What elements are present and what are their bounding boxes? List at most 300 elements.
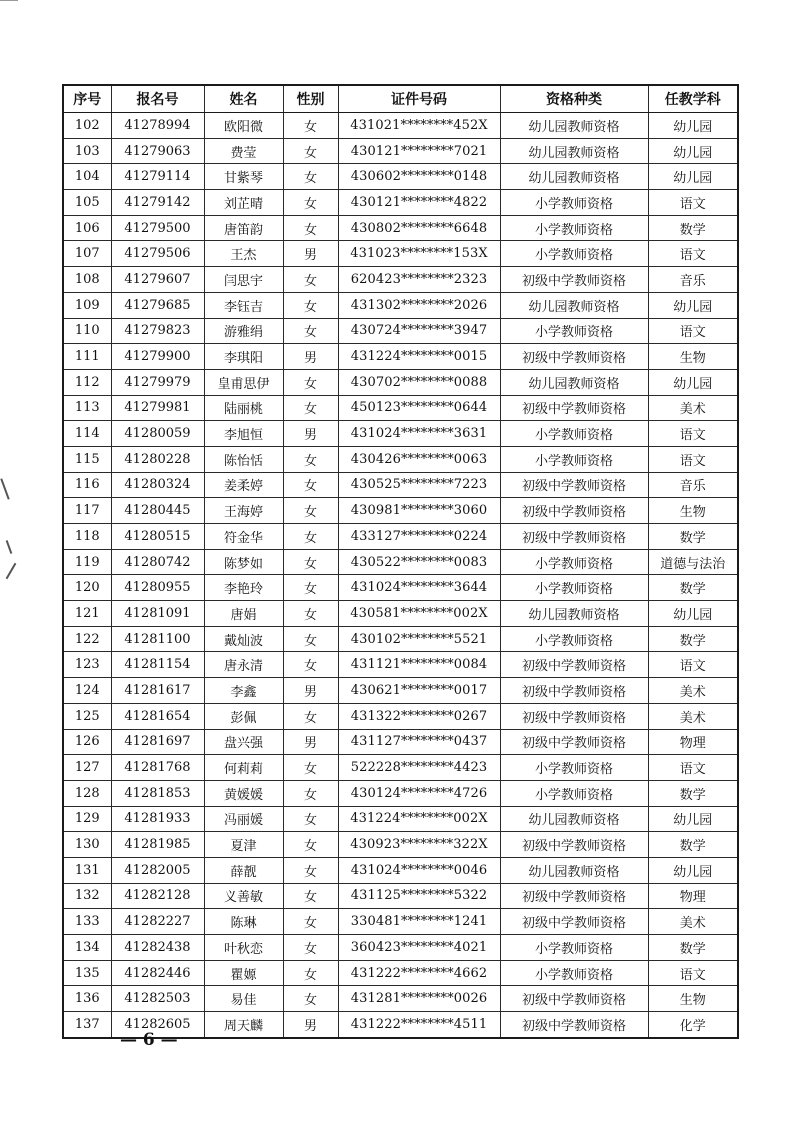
- cell-reg-no: 41279506: [111, 241, 204, 267]
- cell-gender: 女: [283, 369, 338, 395]
- cell-gender: 女: [283, 267, 338, 293]
- cell-reg-no: 41281853: [111, 780, 204, 806]
- cell-reg-no: 41281933: [111, 806, 204, 832]
- cell-id-no: 431024********3631: [338, 421, 500, 447]
- cell-gender: 女: [283, 446, 338, 472]
- cell-seq: 133: [63, 909, 111, 935]
- cell-name: 李鑫: [204, 678, 283, 704]
- cell-name: 薛靓: [204, 857, 283, 883]
- cell-id-no: 430121********7021: [338, 138, 500, 164]
- cell-reg-no: 41280059: [111, 421, 204, 447]
- cell-reg-no: 41280324: [111, 472, 204, 498]
- table-row: [63, 780, 738, 806]
- cell-seq: 110: [63, 318, 111, 344]
- cell-name: 陈怡恬: [204, 446, 283, 472]
- cell-cert-type: 小学教师资格: [500, 549, 648, 575]
- table-row: [63, 935, 738, 961]
- roster-table-container: [62, 84, 737, 1039]
- header-row: [63, 85, 738, 113]
- cell-name: 盘兴强: [204, 729, 283, 755]
- cell-subject: 美术: [648, 703, 738, 729]
- cell-name: 冯丽媛: [204, 806, 283, 832]
- cell-cert-type: 初级中学教师资格: [500, 498, 648, 524]
- cell-name: 姜柔婷: [204, 472, 283, 498]
- cell-cert-type: 初级中学教师资格: [500, 344, 648, 370]
- cell-cert-type: 初级中学教师资格: [500, 395, 648, 421]
- cell-cert-type: 小学教师资格: [500, 190, 648, 216]
- table-row: [63, 190, 738, 216]
- cell-seq: 134: [63, 935, 111, 961]
- roster-table: [62, 84, 739, 1039]
- cell-subject: 幼儿园: [648, 857, 738, 883]
- cell-name: 甘紫琴: [204, 164, 283, 190]
- table-row: [63, 960, 738, 986]
- cell-subject: 幼儿园: [648, 369, 738, 395]
- cell-id-no: 430522********0083: [338, 549, 500, 575]
- cell-seq: 114: [63, 421, 111, 447]
- table-row: [63, 986, 738, 1012]
- cell-subject: 生物: [648, 986, 738, 1012]
- table-row: [63, 524, 738, 550]
- cell-cert-type: 小学教师资格: [500, 215, 648, 241]
- cell-cert-type: 小学教师资格: [500, 446, 648, 472]
- cell-seq: 123: [63, 652, 111, 678]
- cell-gender: 女: [283, 113, 338, 139]
- cell-id-no: 430602********0148: [338, 164, 500, 190]
- cell-cert-type: 小学教师资格: [500, 575, 648, 601]
- cell-gender: 女: [283, 883, 338, 909]
- cell-id-no: 431121********0084: [338, 652, 500, 678]
- cell-gender: 男: [283, 421, 338, 447]
- cell-id-no: 431224********002X: [338, 806, 500, 832]
- table-row: [63, 652, 738, 678]
- cell-seq: 127: [63, 755, 111, 781]
- table-row: [63, 575, 738, 601]
- header-subject: 任教学科: [648, 85, 738, 113]
- cell-id-no: 431021********452X: [338, 113, 500, 139]
- cell-gender: 女: [283, 960, 338, 986]
- cell-seq: 117: [63, 498, 111, 524]
- table-row: [63, 292, 738, 318]
- cell-gender: 男: [283, 241, 338, 267]
- cell-subject: 化学: [648, 1012, 738, 1038]
- cell-reg-no: 41279900: [111, 344, 204, 370]
- cell-gender: 女: [283, 138, 338, 164]
- cell-seq: 103: [63, 138, 111, 164]
- cell-reg-no: 41279114: [111, 164, 204, 190]
- cell-gender: 女: [283, 292, 338, 318]
- cell-seq: 131: [63, 857, 111, 883]
- table-row: [63, 241, 738, 267]
- cell-reg-no: 41280742: [111, 549, 204, 575]
- cell-gender: 女: [283, 395, 338, 421]
- cell-id-no: 430102********5521: [338, 626, 500, 652]
- cell-id-no: 330481********1241: [338, 909, 500, 935]
- table-row: [63, 626, 738, 652]
- scan-margin-mark: [6, 563, 17, 580]
- cell-name: 欧阳微: [204, 113, 283, 139]
- cell-seq: 115: [63, 446, 111, 472]
- cell-subject: 幼儿园: [648, 292, 738, 318]
- cell-subject: 幼儿园: [648, 113, 738, 139]
- cell-seq: 130: [63, 832, 111, 858]
- cell-gender: 女: [283, 780, 338, 806]
- table-row: [63, 138, 738, 164]
- cell-gender: 女: [283, 498, 338, 524]
- cell-name: 何莉莉: [204, 755, 283, 781]
- cell-reg-no: 41282503: [111, 986, 204, 1012]
- cell-gender: 女: [283, 755, 338, 781]
- cell-gender: 男: [283, 344, 338, 370]
- cell-reg-no: 41279685: [111, 292, 204, 318]
- cell-reg-no: 41279979: [111, 369, 204, 395]
- cell-subject: 数学: [648, 626, 738, 652]
- cell-seq: 124: [63, 678, 111, 704]
- cell-subject: 美术: [648, 395, 738, 421]
- cell-cert-type: 初级中学教师资格: [500, 652, 648, 678]
- cell-reg-no: 41282605: [111, 1012, 204, 1038]
- cell-gender: 女: [283, 857, 338, 883]
- cell-seq: 116: [63, 472, 111, 498]
- header-gender: 性别: [283, 85, 338, 113]
- table-row: [63, 601, 738, 627]
- cell-reg-no: 41280955: [111, 575, 204, 601]
- cell-name: 唐永清: [204, 652, 283, 678]
- cell-name: 瞿嫄: [204, 960, 283, 986]
- cell-name: 陈梦如: [204, 549, 283, 575]
- cell-id-no: 430426********0063: [338, 446, 500, 472]
- cell-subject: 生物: [648, 498, 738, 524]
- table-row: [63, 113, 738, 139]
- header-cert-type: 资格种类: [500, 85, 648, 113]
- cell-seq: 122: [63, 626, 111, 652]
- cell-reg-no: 41279063: [111, 138, 204, 164]
- cell-cert-type: 初级中学教师资格: [500, 678, 648, 704]
- cell-seq: 126: [63, 729, 111, 755]
- cell-cert-type: 幼儿园教师资格: [500, 138, 648, 164]
- cell-name: 戴灿波: [204, 626, 283, 652]
- cell-subject: 数学: [648, 780, 738, 806]
- cell-id-no: 431024********0046: [338, 857, 500, 883]
- cell-cert-type: 幼儿园教师资格: [500, 369, 648, 395]
- cell-reg-no: 41282005: [111, 857, 204, 883]
- cell-id-no: 431222********4662: [338, 960, 500, 986]
- cell-id-no: 450123********0644: [338, 395, 500, 421]
- cell-name: 李艳玲: [204, 575, 283, 601]
- cell-name: 刘芷晴: [204, 190, 283, 216]
- table-row: [63, 703, 738, 729]
- cell-gender: 女: [283, 318, 338, 344]
- cell-id-no: 431224********0015: [338, 344, 500, 370]
- cell-cert-type: 小学教师资格: [500, 626, 648, 652]
- cell-name: 李钰吉: [204, 292, 283, 318]
- cell-seq: 113: [63, 395, 111, 421]
- cell-cert-type: 幼儿园教师资格: [500, 113, 648, 139]
- cell-id-no: 430581********002X: [338, 601, 500, 627]
- table-row: [63, 806, 738, 832]
- cell-name: 陆丽桃: [204, 395, 283, 421]
- cell-reg-no: 41281985: [111, 832, 204, 858]
- cell-subject: 语文: [648, 960, 738, 986]
- cell-subject: 物理: [648, 883, 738, 909]
- cell-name: 游雅绢: [204, 318, 283, 344]
- cell-name: 彭佩: [204, 703, 283, 729]
- cell-name: 皇甫思伊: [204, 369, 283, 395]
- cell-id-no: 522228********4423: [338, 755, 500, 781]
- cell-cert-type: 小学教师资格: [500, 318, 648, 344]
- cell-reg-no: 41281654: [111, 703, 204, 729]
- table-row: [63, 215, 738, 241]
- cell-subject: 幼儿园: [648, 164, 738, 190]
- cell-subject: 物理: [648, 729, 738, 755]
- cell-subject: 语文: [648, 241, 738, 267]
- cell-cert-type: 幼儿园教师资格: [500, 164, 648, 190]
- cell-id-no: 430124********4726: [338, 780, 500, 806]
- cell-gender: 女: [283, 909, 338, 935]
- cell-name: 符金华: [204, 524, 283, 550]
- cell-reg-no: 41279142: [111, 190, 204, 216]
- table-row: [63, 369, 738, 395]
- cell-id-no: 430802********6648: [338, 215, 500, 241]
- table-row: [63, 395, 738, 421]
- cell-name: 易佳: [204, 986, 283, 1012]
- table-row: [63, 909, 738, 935]
- cell-cert-type: 初级中学教师资格: [500, 883, 648, 909]
- cell-seq: 109: [63, 292, 111, 318]
- cell-name: 闫思宇: [204, 267, 283, 293]
- header-seq: 序号: [63, 85, 111, 113]
- cell-reg-no: 41281697: [111, 729, 204, 755]
- scan-margin-mark: [6, 540, 13, 554]
- table-row: [63, 549, 738, 575]
- cell-name: 李旭恒: [204, 421, 283, 447]
- cell-cert-type: 小学教师资格: [500, 421, 648, 447]
- cell-cert-type: 初级中学教师资格: [500, 729, 648, 755]
- cell-gender: 女: [283, 652, 338, 678]
- cell-subject: 数学: [648, 524, 738, 550]
- cell-reg-no: 41282446: [111, 960, 204, 986]
- cell-gender: 女: [283, 215, 338, 241]
- table-row: [63, 446, 738, 472]
- table-body: [63, 113, 738, 1038]
- cell-id-no: 430621********0017: [338, 678, 500, 704]
- cell-reg-no: 41281617: [111, 678, 204, 704]
- cell-id-no: 431322********0267: [338, 703, 500, 729]
- cell-reg-no: 41280228: [111, 446, 204, 472]
- cell-seq: 120: [63, 575, 111, 601]
- cell-subject: 数学: [648, 575, 738, 601]
- cell-seq: 108: [63, 267, 111, 293]
- cell-cert-type: 初级中学教师资格: [500, 1012, 648, 1038]
- cell-gender: 女: [283, 806, 338, 832]
- cell-reg-no: 41279607: [111, 267, 204, 293]
- cell-id-no: 431125********5322: [338, 883, 500, 909]
- cell-subject: 语文: [648, 446, 738, 472]
- header-id-no: 证件号码: [338, 85, 500, 113]
- cell-reg-no: 41279823: [111, 318, 204, 344]
- cell-subject: 幼儿园: [648, 601, 738, 627]
- cell-cert-type: 小学教师资格: [500, 241, 648, 267]
- cell-id-no: 430121********4822: [338, 190, 500, 216]
- cell-subject: 生物: [648, 344, 738, 370]
- cell-cert-type: 幼儿园教师资格: [500, 857, 648, 883]
- cell-name: 王杰: [204, 241, 283, 267]
- cell-id-no: 431023********153X: [338, 241, 500, 267]
- cell-cert-type: 幼儿园教师资格: [500, 292, 648, 318]
- cell-name: 费莹: [204, 138, 283, 164]
- cell-id-no: 430981********3060: [338, 498, 500, 524]
- cell-seq: 107: [63, 241, 111, 267]
- cell-seq: 106: [63, 215, 111, 241]
- cell-id-no: 430525********7223: [338, 472, 500, 498]
- cell-cert-type: 幼儿园教师资格: [500, 601, 648, 627]
- cell-seq: 136: [63, 986, 111, 1012]
- cell-gender: 女: [283, 601, 338, 627]
- cell-seq: 129: [63, 806, 111, 832]
- cell-gender: 女: [283, 986, 338, 1012]
- page-number: — 6 —: [120, 1030, 178, 1050]
- cell-gender: 女: [283, 524, 338, 550]
- cell-cert-type: 初级中学教师资格: [500, 909, 648, 935]
- cell-subject: 数学: [648, 935, 738, 961]
- cell-subject: 数学: [648, 832, 738, 858]
- cell-id-no: 430724********3947: [338, 318, 500, 344]
- cell-reg-no: 41279981: [111, 395, 204, 421]
- cell-gender: 男: [283, 678, 338, 704]
- cell-seq: 119: [63, 549, 111, 575]
- cell-subject: 幼儿园: [648, 138, 738, 164]
- cell-name: 夏津: [204, 832, 283, 858]
- table-header: [63, 85, 738, 113]
- cell-cert-type: 初级中学教师资格: [500, 703, 648, 729]
- cell-cert-type: 小学教师资格: [500, 960, 648, 986]
- cell-subject: 数学: [648, 215, 738, 241]
- cell-id-no: 431024********3644: [338, 575, 500, 601]
- cell-reg-no: 41281100: [111, 626, 204, 652]
- cell-name: 义善敏: [204, 883, 283, 909]
- cell-name: 周天麟: [204, 1012, 283, 1038]
- cell-subject: 音乐: [648, 267, 738, 293]
- cell-reg-no: 41279500: [111, 215, 204, 241]
- table-row: [63, 832, 738, 858]
- cell-seq: 112: [63, 369, 111, 395]
- header-name: 姓名: [204, 85, 283, 113]
- cell-name: 唐笛韵: [204, 215, 283, 241]
- cell-cert-type: 小学教师资格: [500, 935, 648, 961]
- cell-seq: 125: [63, 703, 111, 729]
- cell-id-no: 431281********0026: [338, 986, 500, 1012]
- cell-seq: 132: [63, 883, 111, 909]
- table-row: [63, 678, 738, 704]
- cell-seq: 118: [63, 524, 111, 550]
- cell-reg-no: 41282128: [111, 883, 204, 909]
- table-row: [63, 729, 738, 755]
- cell-reg-no: 41281091: [111, 601, 204, 627]
- cell-name: 陈琳: [204, 909, 283, 935]
- cell-id-no: 431302********2026: [338, 292, 500, 318]
- cell-id-no: 620423********2323: [338, 267, 500, 293]
- cell-name: 李琪阳: [204, 344, 283, 370]
- cell-cert-type: 初级中学教师资格: [500, 472, 648, 498]
- cell-gender: 男: [283, 1012, 338, 1038]
- cell-name: 叶秋恋: [204, 935, 283, 961]
- cell-subject: 美术: [648, 678, 738, 704]
- cell-reg-no: 41280445: [111, 498, 204, 524]
- cell-reg-no: 41281768: [111, 755, 204, 781]
- cell-seq: 104: [63, 164, 111, 190]
- scan-corner-mark: [0, 0, 18, 13]
- cell-subject: 语文: [648, 652, 738, 678]
- cell-reg-no: 41278994: [111, 113, 204, 139]
- cell-cert-type: 初级中学教师资格: [500, 524, 648, 550]
- table-row: [63, 883, 738, 909]
- cell-subject: 语文: [648, 755, 738, 781]
- cell-seq: 102: [63, 113, 111, 139]
- scan-margin-mark: [0, 478, 9, 499]
- table-row: [63, 472, 738, 498]
- cell-id-no: 433127********0224: [338, 524, 500, 550]
- cell-gender: 女: [283, 190, 338, 216]
- cell-id-no: 431222********4511: [338, 1012, 500, 1038]
- table-row: [63, 755, 738, 781]
- cell-seq: 135: [63, 960, 111, 986]
- cell-gender: 女: [283, 703, 338, 729]
- cell-subject: 幼儿园: [648, 806, 738, 832]
- cell-gender: 男: [283, 729, 338, 755]
- table-row: [63, 344, 738, 370]
- cell-subject: 语文: [648, 190, 738, 216]
- cell-gender: 女: [283, 164, 338, 190]
- cell-seq: 111: [63, 344, 111, 370]
- cell-name: 唐娟: [204, 601, 283, 627]
- table-row: [63, 164, 738, 190]
- cell-seq: 137: [63, 1012, 111, 1038]
- cell-reg-no: 41282438: [111, 935, 204, 961]
- cell-seq: 105: [63, 190, 111, 216]
- cell-cert-type: 初级中学教师资格: [500, 986, 648, 1012]
- cell-name: 黄媛媛: [204, 780, 283, 806]
- cell-gender: 女: [283, 472, 338, 498]
- table-row: [63, 421, 738, 447]
- cell-seq: 121: [63, 601, 111, 627]
- cell-gender: 女: [283, 549, 338, 575]
- cell-subject: 音乐: [648, 472, 738, 498]
- table-row: [63, 318, 738, 344]
- cell-gender: 女: [283, 935, 338, 961]
- cell-gender: 女: [283, 832, 338, 858]
- table-row: [63, 267, 738, 293]
- cell-reg-no: 41280515: [111, 524, 204, 550]
- cell-seq: 128: [63, 780, 111, 806]
- cell-id-no: 430923********322X: [338, 832, 500, 858]
- cell-id-no: 431127********0437: [338, 729, 500, 755]
- cell-subject: 美术: [648, 909, 738, 935]
- cell-reg-no: 41281154: [111, 652, 204, 678]
- cell-cert-type: 初级中学教师资格: [500, 267, 648, 293]
- cell-subject: 语文: [648, 318, 738, 344]
- cell-id-no: 430702********0088: [338, 369, 500, 395]
- cell-subject: 语文: [648, 421, 738, 447]
- cell-gender: 女: [283, 575, 338, 601]
- header-reg-no: 报名号: [111, 85, 204, 113]
- table-row: [63, 857, 738, 883]
- cell-gender: 女: [283, 626, 338, 652]
- cell-id-no: 360423********4021: [338, 935, 500, 961]
- cell-name: 王海婷: [204, 498, 283, 524]
- cell-cert-type: 小学教师资格: [500, 780, 648, 806]
- cell-reg-no: 41282227: [111, 909, 204, 935]
- cell-cert-type: 初级中学教师资格: [500, 832, 648, 858]
